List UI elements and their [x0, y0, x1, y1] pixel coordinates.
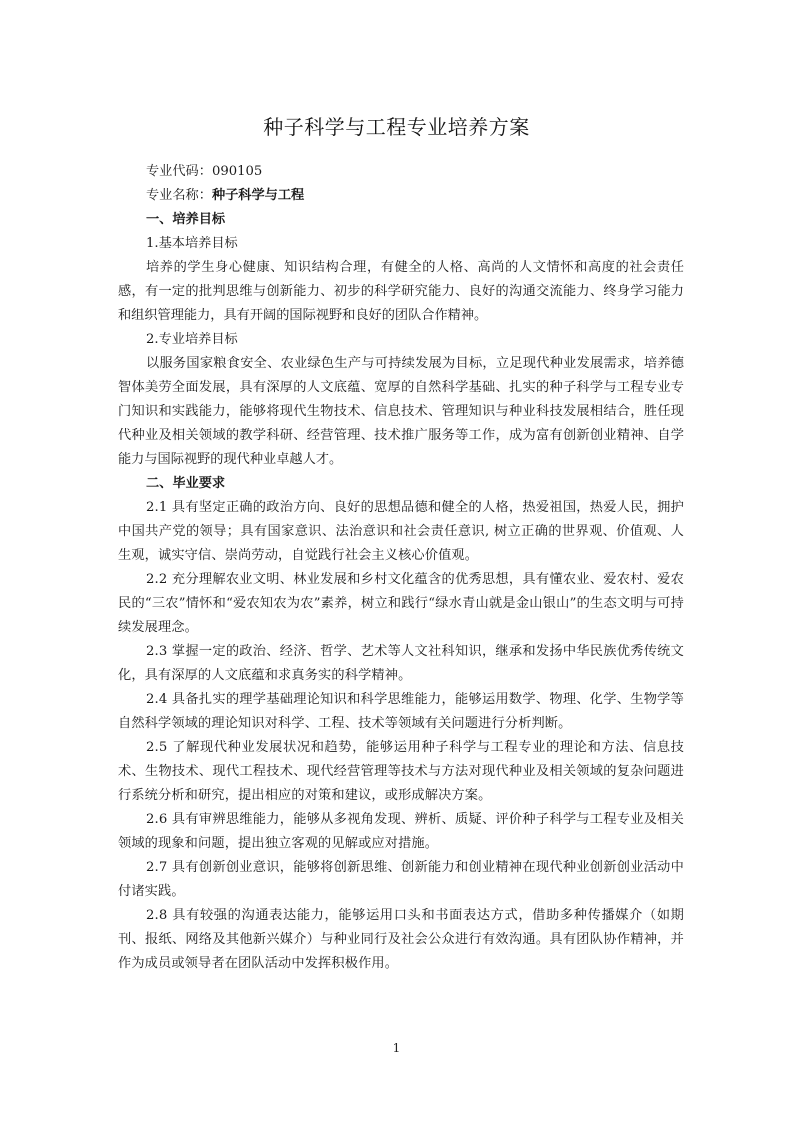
- requirement-item: 2.4 具备扎实的理学基础理论知识和科学思维能力，能够运用数学、物理、化学、生物学等自然科学领域的理论知识对科学、工程、技术等领域有关问题进行分析判断。: [118, 692, 684, 731]
- major-name-value: 种子科学与工程: [211, 188, 305, 203]
- section-heading-requirements: 二、毕业要求: [146, 476, 226, 491]
- paragraph-basic-objective: 培养的学生身心健康、知识结构合理，有健全的人格、高尚的人文情怀和高度的社会责任感，有一定的批判思维与创新能力、初步的科学研究能力、良好的沟通交流能力、终身学习能力和组织管理能力，具有开阔的国际视野和良好的团队合作精神。: [118, 260, 684, 323]
- requirement-item: 2.2 充分理解农业文明、林业发展和乡村文化蕴含的优秀思想，具有懂农业、爱农村、爱农民的“三农”情怀和“爱农知农为农”素养，树立和践行“绿水青山就是金山银山”的生态文明与可持续发展理念。: [118, 572, 684, 635]
- requirement-item: 2.3 掌握一定的政治、经济、哲学、艺术等人文社科知识，继承和发扬中华民族优秀传统文化，具有深厚的人文底蕴和求真务实的科学精神。: [118, 644, 684, 683]
- subsection-heading-basic: 1.基本培养目标: [146, 236, 238, 251]
- major-name-label: 专业名称：: [146, 188, 212, 203]
- section-heading-objectives: 一、培养目标: [146, 212, 226, 227]
- document-title: 种子科学与工程专业培养方案: [263, 115, 530, 139]
- requirement-item: 2.6 具有审辨思维能力，能够从多视角发现、辨析、质疑、评价种子科学与工程专业及相关领域的现象和问题，提出独立客观的见解或应对措施。: [118, 812, 684, 851]
- major-code-line: [118, 160, 684, 184]
- paragraph-major-objective: 以服务国家粮食安全、农业绿色生产与可持续发展为目标，立足现代种业发展需求，培养德智体美劳全面发展，具有深厚的人文底蕴、宽厚的自然科学基础、扎实的种子科学与工程专业专门知识和实践能力，能够将现代生物技术、信息技术、管理知识与种业科技发展相结合，胜任现代种业及相关领域的教学科研、经营管理、技术推广服务等工作，成为富有创新创业精神、自学能力与国际视野的现代种业卓越人才。: [118, 356, 684, 467]
- major-code-value: 090105: [211, 164, 263, 179]
- subsection-heading-major: 2.专业培养目标: [146, 332, 238, 347]
- major-name-line: [118, 184, 684, 208]
- requirement-item: 2.7 具有创新创业意识，能够将创新思维、创新能力和创业精神在现代种业创新创业活动中付诸实践。: [118, 860, 684, 899]
- requirement-item: 2.1 具有坚定正确的政治方向、良好的思想品德和健全的人格，热爱祖国，热爱人民，拥护中国共产党的领导；具有国家意识、法治意识和社会责任意识, 树立正确的世界观、价值观、人生观，诚实守信、崇尚劳动，自觉践行社会主义核心价值观。: [118, 500, 684, 563]
- requirement-item: 2.8 具有较强的沟通表达能力，能够运用口头和书面表达方式，借助多种传播媒介（如期刊、报纸、网络及其他新兴媒介）与种业同行及社会公众进行有效沟通。具有团队协作精神，并作为成员或领导者在团队活动中发挥积极作用。: [118, 908, 684, 971]
- document-body: [118, 160, 684, 976]
- page-number: 1: [392, 1041, 401, 1055]
- major-code-label: 专业代码：: [146, 164, 212, 179]
- requirement-item: 2.5 了解现代种业发展状况和趋势，能够运用种子科学与工程专业的理论和方法、信息技术、生物技术、现代工程技术、现代经营管理等技术与方法对现代种业及相关领域的复杂问题进行系统分析和研究，提出相应的对策和建议，或形成解决方案。: [118, 740, 684, 803]
